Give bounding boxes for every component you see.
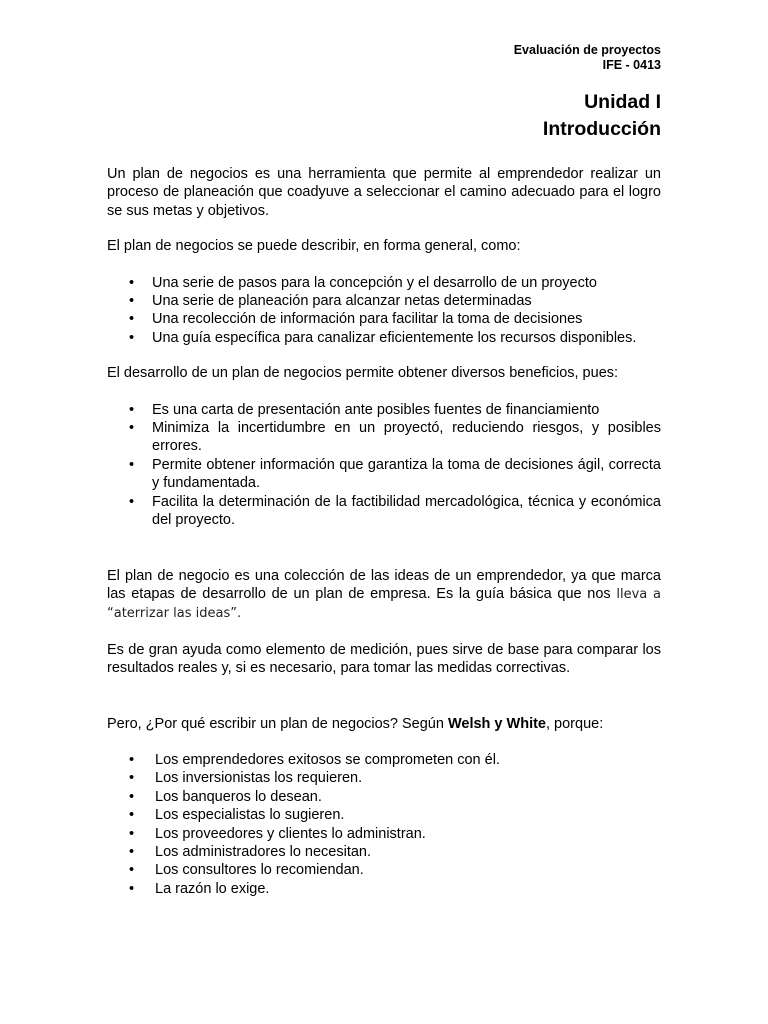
description-list xyxy=(107,274,661,348)
unit-title xyxy=(543,89,661,143)
paragraph-collection-tail: lleva a “aterrizar las ideas”. xyxy=(107,586,661,622)
authors-name: Welsh y White xyxy=(447,715,546,732)
list-item: • La razón lo exige. xyxy=(107,880,661,898)
course-name: Evaluación de proyectos xyxy=(513,43,661,57)
list-item: • Los administradores lo necesitan. xyxy=(107,843,661,861)
list-item: • Los banqueros lo desean. xyxy=(107,788,661,806)
list-item: • Facilita la determinación de la factibilidad mercadológica, técnica y económica del proyecto. xyxy=(107,493,661,530)
course-header xyxy=(514,43,661,73)
list-item: • Permite obtener información que garantiza la toma de decisiones ágil, correcta y fundamentada. xyxy=(107,456,661,493)
reasons-list xyxy=(107,751,661,898)
list-item: • Los proveedores y clientes lo administran. xyxy=(107,825,661,843)
list-item: • Los consultores lo recomiendan. xyxy=(107,861,661,879)
course-code: IFE - 0413 xyxy=(602,58,661,72)
document-page xyxy=(107,0,661,1024)
paragraph-measurement: Es de gran ayuda como elemento de medición, pues sirve de base para comparar los resultados reales y, si es necesario, para tomar las medidas correctivas. xyxy=(107,641,661,677)
benefits-list xyxy=(107,401,661,530)
list-item: • Una serie de planeación para alcanzar netas determinadas xyxy=(107,292,661,310)
paragraph-intro: Un plan de negocios es una herramienta que permite al emprendedor realizar un proceso de planeación que coadyuve a seleccionar el camino adecuado para el logro se sus metas y objetivos. xyxy=(107,166,661,219)
list-item: • Una recolección de información para facilitar la toma de decisiones xyxy=(107,310,661,328)
paragraph-description: El plan de negocios se puede describir, en forma general, como: xyxy=(107,238,521,255)
paragraph-why-before: Pero, ¿Por qué escribir un plan de negocios? Según xyxy=(107,715,448,732)
paragraph-collection-main: El plan de negocio es una colección de las ideas de un emprendedor, ya que marca las etapas de desarrollo de un plan de empresa. Es la guía básica que nos xyxy=(107,567,661,602)
paragraph-collection xyxy=(107,567,661,624)
paragraph-benefits: El desarrollo de un plan de negocios permite obtener diversos beneficios, pues: xyxy=(107,365,619,382)
list-item: • Minimiza la incertidumbre en un proyectó, reduciendo riesgos, y posibles errores. xyxy=(107,419,661,456)
paragraph-why xyxy=(107,715,661,733)
unit-topic: Introducción xyxy=(542,118,661,140)
list-item: • Los especialistas lo sugieren. xyxy=(107,806,661,824)
list-item: • Una serie de pasos para la concepción y el desarrollo de un proyecto xyxy=(107,274,661,292)
document-body xyxy=(107,165,661,898)
list-item: • Los emprendedores exitosos se comprometen con él. xyxy=(107,751,661,769)
list-item: • Los inversionistas los requieren. xyxy=(107,769,661,787)
paragraph-why-after: , porque: xyxy=(546,715,604,732)
list-item: • Una guía específica para canalizar eficientemente los recursos disponibles. xyxy=(107,329,661,347)
unit-number: Unidad I xyxy=(584,91,661,113)
list-item: • Es una carta de presentación ante posibles fuentes de financiamiento xyxy=(107,401,661,419)
